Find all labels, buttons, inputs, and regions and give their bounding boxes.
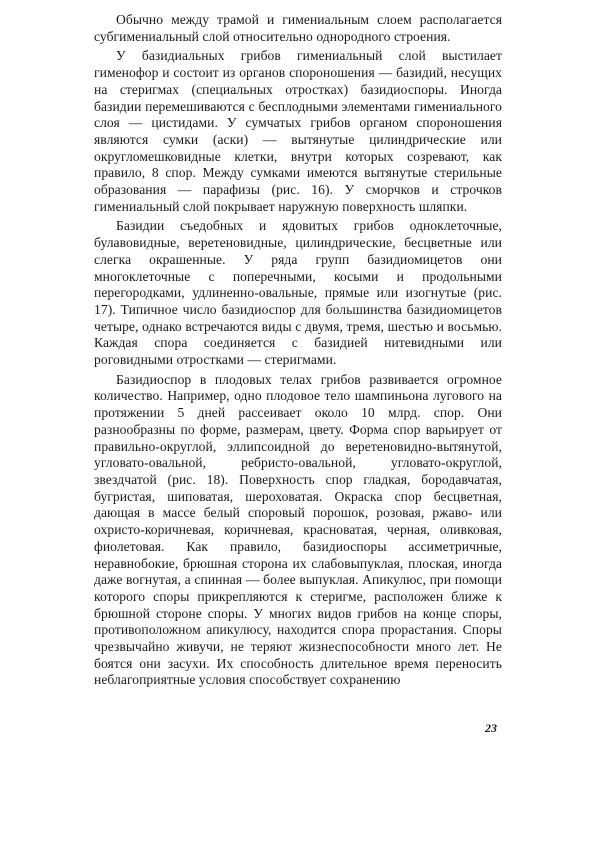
paragraph-hymenial-layer: У базидиальных грибов гимениальный слой выстилает гименофор и состоит из органов спороношения — базидий, несущих на стеригмах (специальных отростках) базидиоспоры. Иногда базидии перемешиваются с бесплодными элементами гимениального слоя — цистидами. У сумчатых грибов органом спороношения являются сумки (аски) — вытянутые цилиндрические или округломешковидные клетки, внутри которых созревают, как правило, 8 спор. Между сумками имеются вытянутые стерильные образования — парафизы (рис. 16). У сморчков и строчков гимениальный слой покрывает наружную поверхность шляпки.: [94, 48, 502, 214]
paragraph-basidiospores: Базидиоспор в плодовых телах грибов развивается огромное количество. Например, одно плодовое тело шампиньона лугового на протяжении 5 дней рассеивает около 10 млрд. спор. Они разнообразны по форме, размерам, цвету. Форма спор варьирует от правильно-округлой, эллипсоидной до веретеновидно-вытянутой, угловато-овальной, ребристо-овальной, угловато-округлой, звездчатой (рис. 18). Поверхность спор гладкая, бородавчатая, бугристая, шиповатая, шероховатая. Окраска спор бесцветная, дающая в массе белый споровый порошок, розовая, ржаво- или охристо-коричневая, коричневая, красноватая, черная, оливковая, фиолетовая. Как правило, базидиоспоры ассиметричные, неравнобокие, брюшная сторона их слабовыпуклая, плоская, иногда даже вогнутая, а спинная — более выпуклая. Апикулюс, при помощи которого споры прикрепляются к стеригме, расположен ближе к брюшной стороне споры. У многих видов грибов на конце споры, противоположном апикулюсу, находится спора прорастания. Споры чрезвычайно живучи, не теряют жизнеспособности много лет. Не боятся они засухи. Их способность длительное время переносить неблагоприятные условия способствует сохранению: [94, 371, 502, 688]
page-body: [94, 12, 502, 689]
paragraph-subhymenial-layer: Обычно между трамой и гимениальным слоем располагается субгимениальный слой относительно однородного строения.: [94, 12, 502, 44]
paragraph-basidia: Базидии съедобных и ядовитых грибов одноклеточные, булавовидные, веретеновидные, цилиндрические, бесцветные или слегка окрашенные. У ряда групп базидиомицетов они многоклеточные с поперечными, косыми и продольными перегородками, удлиненно-овальные, прямые или изогнутые (рис. 17). Типичное число базидиоспор для большинства базидиомицетов четыре, однако встречаются виды с двумя, тремя, шестью и восьмью. Каждая спора соединяется с базидией нитевидными или роговидными отростками — стеригмами.: [94, 218, 502, 368]
page-number: 23: [485, 721, 497, 735]
